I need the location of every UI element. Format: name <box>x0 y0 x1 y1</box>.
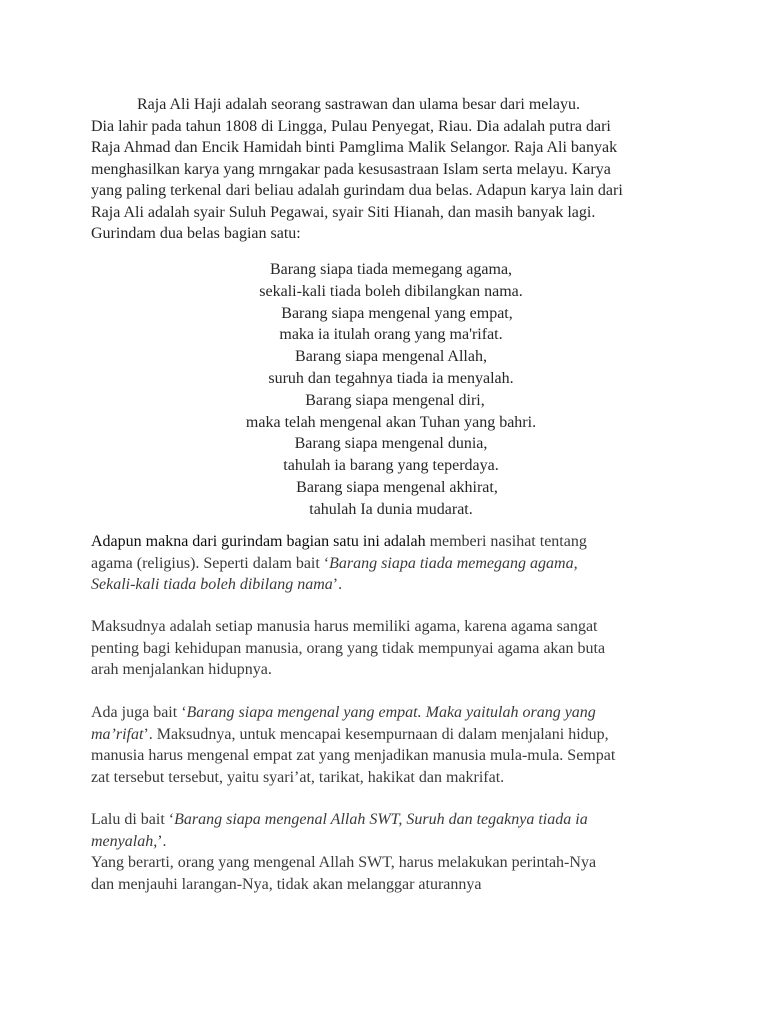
poem-line: maka ia itulah orang yang ma'rifat. <box>279 326 503 344</box>
quote-text: Barang siapa tiada memegang agama, <box>329 554 578 572</box>
quote-text: menyalah, <box>91 832 158 850</box>
poem-line: Barang siapa mengenal yang empat, <box>281 304 513 322</box>
text-line: Raja Ahmad dan Encik Hamidah binti Pamglima Malik Selangor. Raja Ali banyak <box>91 139 618 156</box>
text-line: penting bagi kehidupan manusia, orang yang tidak mempunyai agama akan buta <box>91 639 606 657</box>
text-run: memberi nasihat tentang <box>425 533 587 550</box>
text-line: manusia harus mengenal empat zat yang menjadikan manusia mula-mula. Sempat <box>91 747 616 764</box>
text-line: dan menjauhi larangan-Nya, tidak akan melanggar aturannya <box>91 875 482 893</box>
poem-line: Barang siapa mengenal dunia, <box>294 435 488 453</box>
text-line: Dia lahir pada tahun 1808 di Lingga, Pulau Penyegat, Riau. Dia adalah putra dari <box>91 117 611 135</box>
quote-text: Barang siapa mengenal Allah SWT, Suruh dan tegaknya tiada ia <box>174 811 588 828</box>
quote-text: ma’rifat <box>91 725 144 743</box>
text-run: Ada juga bait ‘ <box>91 704 187 721</box>
poem-line: Barang siapa mengenal akhirat, <box>296 478 498 496</box>
text-line: arah menjalankan hidupnya. <box>91 661 272 678</box>
text-run: ’. <box>332 576 343 593</box>
quote-text: Barang siapa mengenal yang empat. Maka yaitulah orang yang <box>186 704 596 721</box>
text-run: ’. Maksudnya, untuk mencapai kesempurnaan di dalam menjalani hidup, <box>143 725 609 743</box>
quote-text: Sekali-kali tiada boleh dibilang nama <box>91 576 333 593</box>
text-line: Raja Ali adalah syair Suluh Pegawai, syair Siti Hianah, dan masih banyak lagi. <box>91 203 596 221</box>
poem-line: Barang siapa mengenal Allah, <box>295 348 487 366</box>
text-run: Lalu di bait ‘ <box>91 811 175 828</box>
text-run: Adapun makna dari gurindam bagian satu ini adalah <box>91 533 426 550</box>
text-line: Raja Ali Haji adalah seorang sastrawan dan ulama besar dari melayu. <box>137 96 580 113</box>
text-line: Maksudnya adalah setiap manusia harus memiliki agama, karena agama sangat <box>91 618 598 635</box>
text-line: menghasilkan karya yang mrngakar pada kesusastraan Islam serta melayu. Karya <box>91 160 611 178</box>
verse-allah-paragraph <box>91 809 691 895</box>
poem-line: tahulah ia barang yang teperdaya. <box>283 457 499 475</box>
poem-line: maka telah mengenal akan Tuhan yang bahri. <box>245 413 537 431</box>
text-run: agama (religius). Seperti dalam bait ‘ <box>91 554 330 572</box>
poem-line: suruh dan tegahnya tiada ia menyalah. <box>268 369 514 387</box>
text-line: Gurindam dua belas bagian satu: <box>91 225 301 242</box>
poem-line: sekali-kali tiada boleh dibilangkan nama. <box>259 282 523 300</box>
text-run: ’. <box>157 832 167 850</box>
gurindam-poem <box>91 259 691 521</box>
text-line: yang paling terkenal dari beliau adalah gurindam dua belas. Adapun karya lain dari <box>91 182 623 199</box>
intro-paragraph <box>91 94 691 245</box>
poem-line: tahulah Ia dunia mudarat. <box>309 500 473 518</box>
text-line: zat tersebut tersebut, yaitu syari’at, tarikat, hakikat dan makrifat. <box>91 768 505 786</box>
poem-line: Barang siapa tiada memegang agama, <box>269 261 513 278</box>
verse-empat-paragraph <box>91 702 691 788</box>
meaning-paragraph <box>91 531 691 596</box>
text-line: Yang berarti, orang yang mengenal Allah SWT, harus melakukan perintah-Nya <box>91 854 597 871</box>
poem-line: Barang siapa mengenal diri, <box>305 391 485 409</box>
explanation-paragraph <box>91 616 691 681</box>
